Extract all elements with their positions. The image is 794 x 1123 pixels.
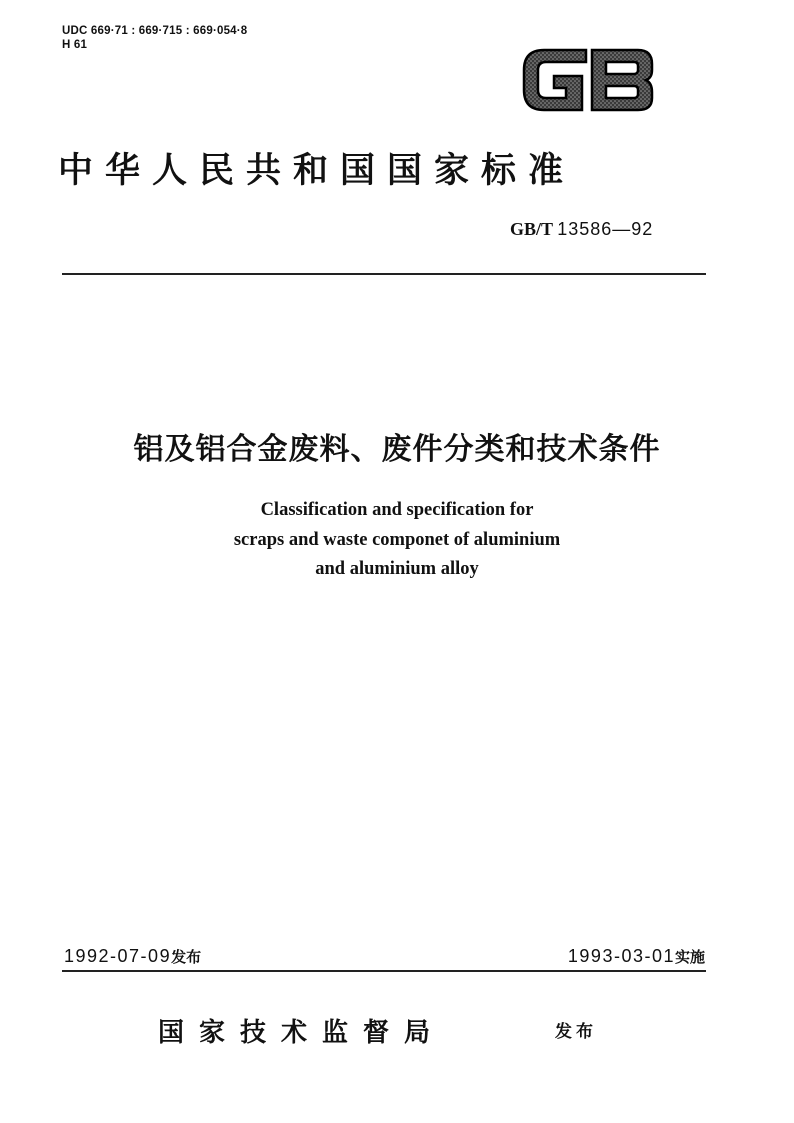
country-standard-title: 中华人民共和国国家标准 xyxy=(58,151,576,191)
english-title xyxy=(0,496,794,585)
issuing-action: 发布 xyxy=(555,1022,597,1042)
english-title-line: Classification and specification for xyxy=(260,500,534,520)
class-code-line: H 61 xyxy=(62,39,88,51)
english-title-line: and aluminium alloy xyxy=(315,559,479,579)
standard-number xyxy=(510,219,653,240)
issue-date xyxy=(64,946,201,967)
issue-date-value: 1992-07-09 xyxy=(64,946,172,966)
issuing-authority: 国家技术监督局 xyxy=(158,1018,446,1048)
effective-date-value: 1993-03-01 xyxy=(567,946,675,966)
udc-classification xyxy=(62,24,247,52)
english-title-line: scraps and waste componet of aluminium xyxy=(233,529,561,550)
standard-prefix: GB/T xyxy=(510,219,553,239)
header-divider xyxy=(62,273,706,275)
chinese-title: 铝及铝合金废料、废件分类和技术条件 xyxy=(133,432,661,467)
gb-logo xyxy=(516,42,658,118)
footer-divider xyxy=(62,970,706,972)
issue-date-label: 发布 xyxy=(171,948,202,966)
udc-line: UDC 669·71 : 669·715 : 669·054·8 xyxy=(62,25,248,37)
effective-date-label: 实施 xyxy=(674,948,705,966)
effective-date xyxy=(568,946,705,967)
standard-code: 13586—92 xyxy=(557,219,654,239)
